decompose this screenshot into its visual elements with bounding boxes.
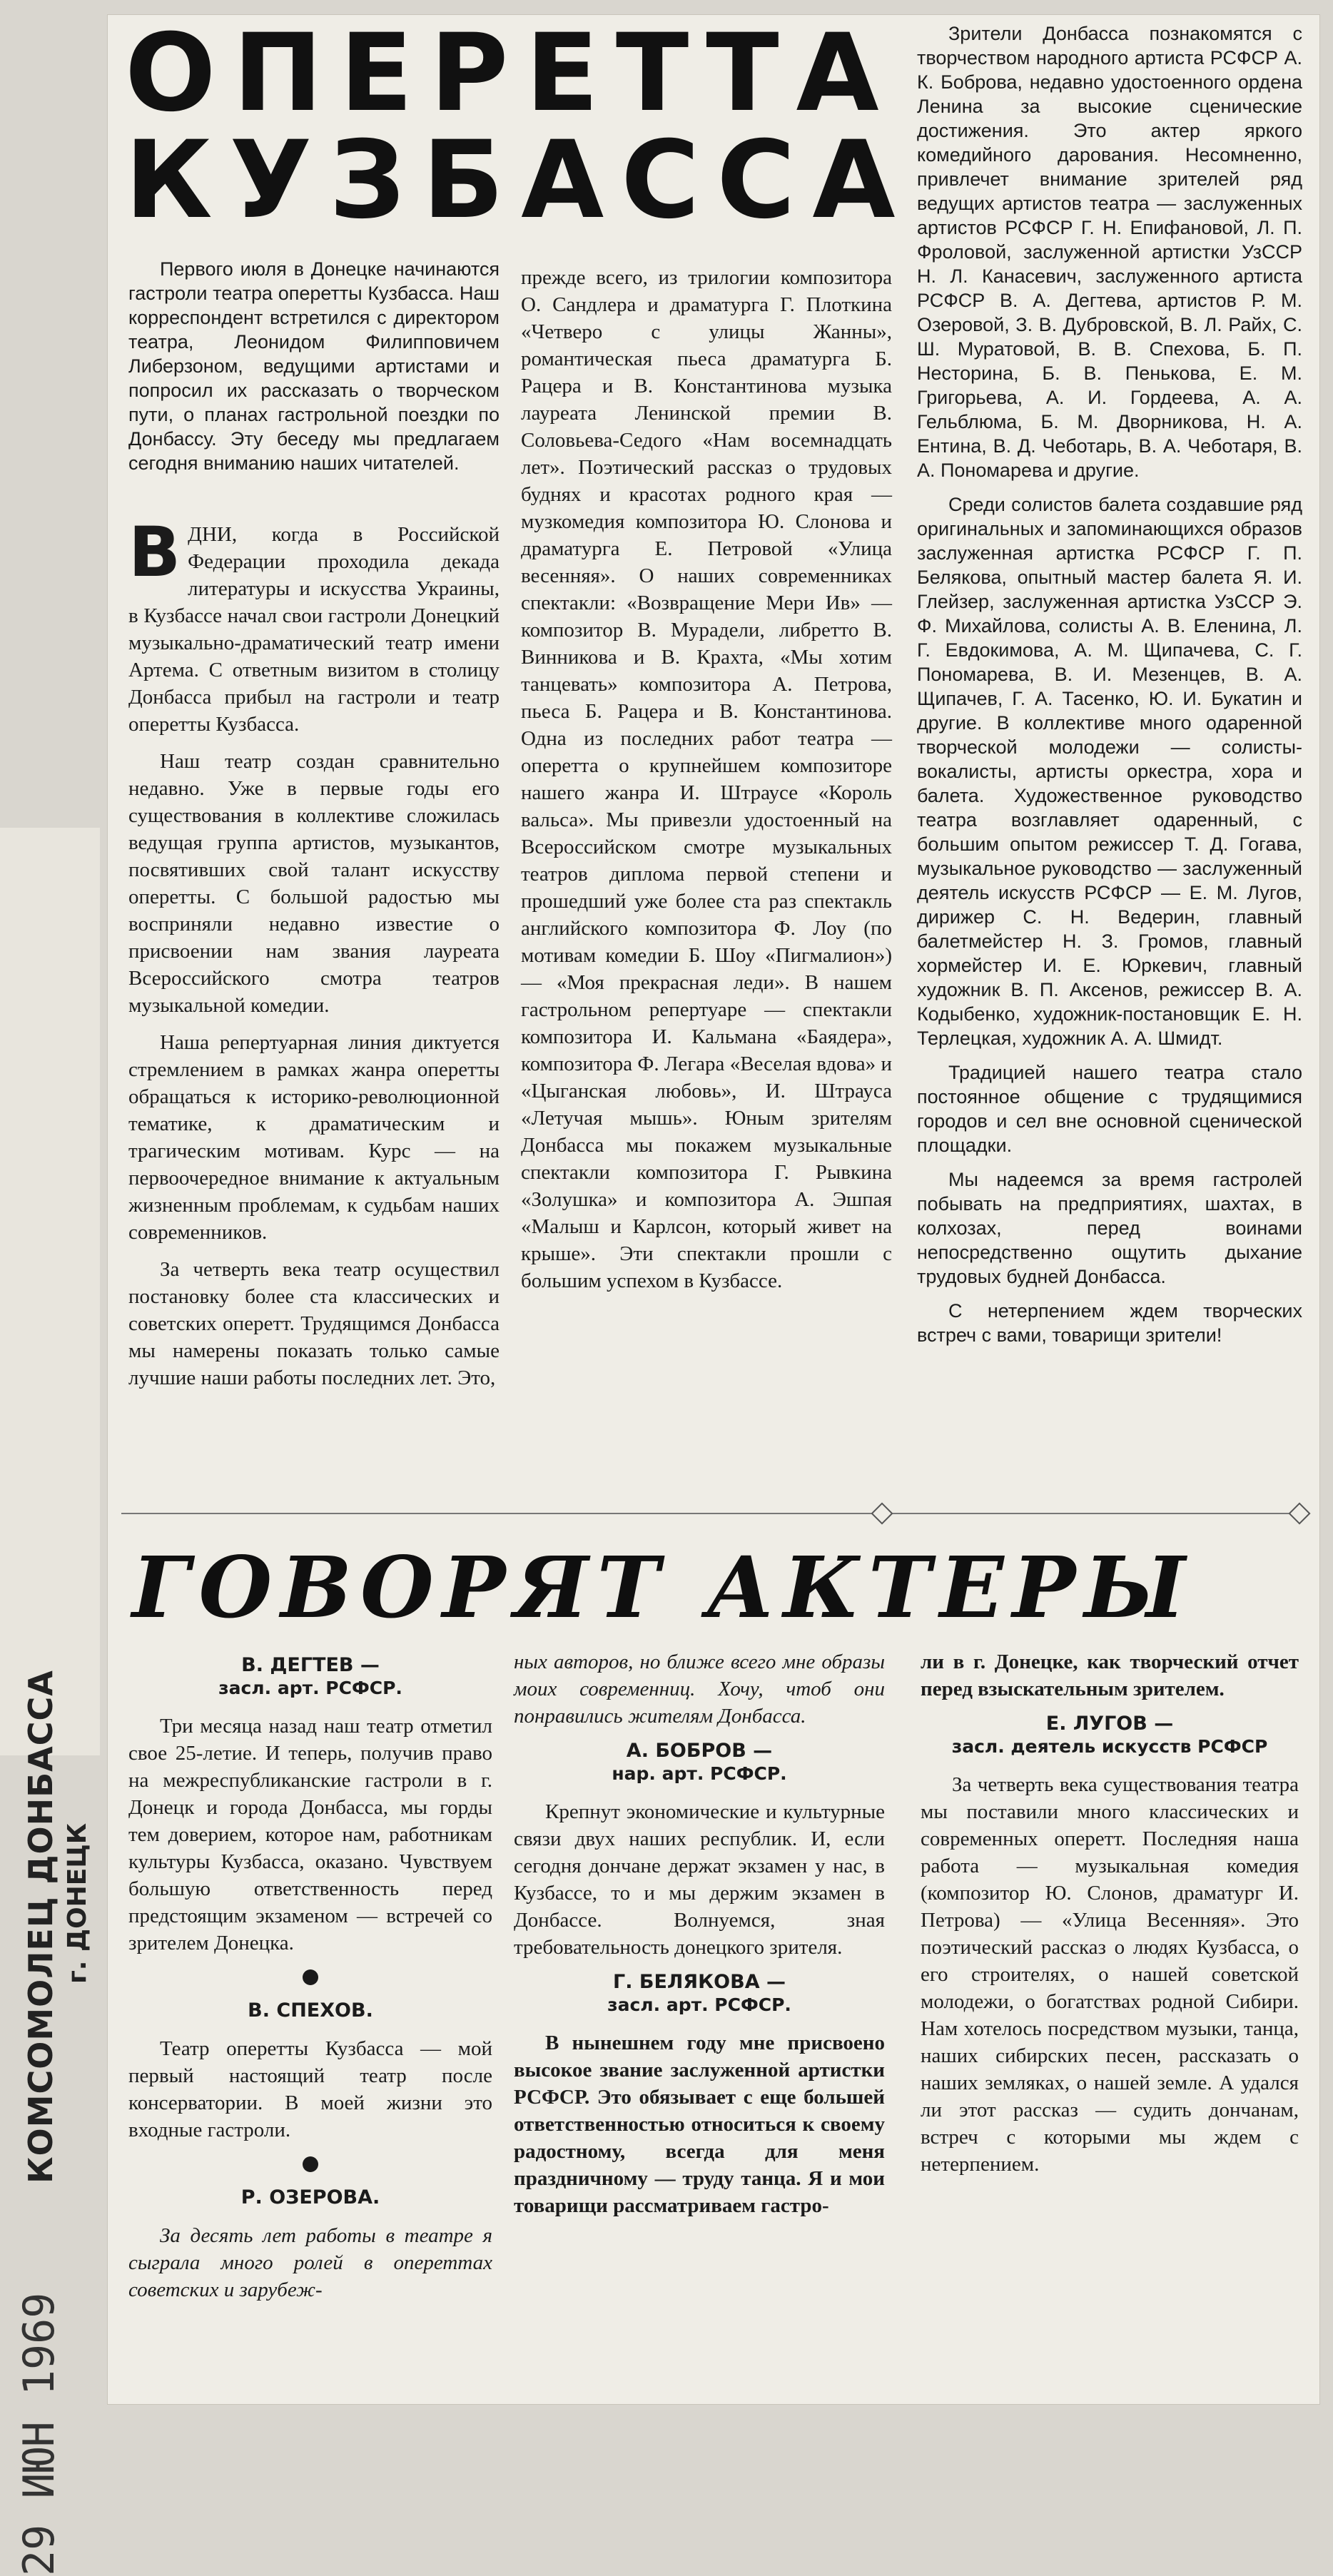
headline-line-1: ОПЕРЕТТА <box>125 11 896 136</box>
actors-column-3 <box>921 1648 1299 2188</box>
article-column-3 <box>917 21 1302 1357</box>
byline-ozerova <box>128 2186 492 2209</box>
paragraph: Зрители Донбасса познакомятся с творчеством народного артиста РСФСР А. К. Боброва, недавно удостоенного ордена Ленина за высокие сценические достижения. Это актер яркого комедийного дарования. Несомненно, привлечет внимание зрителей ряд ведущих артистов театра — заслуженных артистов РСФСР Г. Н. Епифановой, Л. П. Фроловой, заслуженной артистки УзССР Н. Л. Канасевич, заслуженного артиста РСФСР В. А. Дегтева, артистов Р. М. Озеровой, З. В. Дубровской, В. Л. Райх, С. Ш. Муратовой, В. В. Спехова, Б. П. Несторина, Б. В. Пенькова, Е. М. Григорьева, А. И. Гордеева, А. А. Гельблюма, Б. М. Дворникова, Н. А. Ентина, В. Д. Чеботарь, В. А. Чеботаря, В. А. Пономарева и другие. <box>917 23 1302 481</box>
stamp-newspaper-name: КОМСОМОЛЕЦ ДОНБАССА <box>21 1670 60 2184</box>
author-name: В. СПЕХОВ. <box>248 1999 373 2022</box>
paragraph: ных авторов, но ближе всего мне образы моих современниц. Хочу, чтоб они понравились жителям Донбасса. <box>514 1650 885 1728</box>
author-name: Е. ЛУГОВ — <box>1045 1713 1174 1735</box>
drop-cap: В <box>128 512 181 592</box>
article-column-1 <box>128 512 500 1401</box>
paragraph: С нетерпением ждем творческих встреч с вами, товарищи зрители! <box>917 1300 1302 1346</box>
archive-stamp <box>0 828 100 2576</box>
bullet-separator <box>303 2156 318 2172</box>
paragraph: В нынешнем году мне присвоено высокое звание заслуженной артистки РСФСР. Это обязывает с еще большей ответственностью относиться к своему радостному, всегда для меня праздничному — труду танца. Я и мои товарищи рассматриваем гастро- <box>514 2032 885 2217</box>
paragraph: прежде всего, из трилогии композитора О. Сандлера и драматурга Г. Плоткина «Четверо с улицы Жанны», романтическая пьеса драматурга Б. Рацера и В. Константинова музыка лауреата Ленинской премии В. Соловьева-Седого «Нам восемнадцать лет». Поэтический рассказ о трудовых буднях и красотах родного края — музкомедия композитора Ю. Слонова и драматурга Е. Петровой «Улица весенняя». О наших современниках спектакли: «Возвращение Мери Ив» — композитор В. Мурадели, либретто В. Винникова и В. Крахта, «Мы хотим танцевать» композитора А. Петрова, пьеса Б. Рацера и В. Константинова. Одна из последних работ театра — оперетта о крупнейшем композиторе нашего жанра И. Штраусе «Король вальса». Мы привезли удостоенный на Всероссийском смотре музыкальных театров диплома первой степени и прошедший уже более ста раз спектакль английского композитора Ф. Лоу (по мотивам комедии Б. Шоу «Пигмалион») — «Моя прекрасная леди». В нашем гастрольном репертуаре — спектакли композитора И. Кальмана «Баядера», композитора Ф. Легара «Веселая вдова» и «Цыганская любовь», И. Штрауса «Летучая мышь». Юным зрителям Донбасса мы покажем музыкальные спектакли композитора Г. Рывкина «Золушка» и композитора А. Эшпая «Малыш и Карлсон, который живет на крыше». Эти спектакли прошли с большим успехом в Кузбассе. <box>521 266 892 1292</box>
headline <box>125 11 917 243</box>
byline-degtev <box>128 1654 492 1700</box>
paragraph: Мы надеемся за время гастролей побывать на предприятиях, шахтах, в колхозах, перед воинами непосредственно ощутить дыхание трудовых будней Донбасса. <box>917 1169 1302 1287</box>
actors-column-2 <box>514 1648 885 2229</box>
paragraph: Театр оперетты Кузбасса — мой первый настоящий театр после консерватории. В моей жизни это входные гастроли. <box>128 2037 492 2141</box>
author-name: В. ДЕГТЕВ — <box>241 1654 380 1676</box>
section-divider <box>121 1513 1306 1514</box>
author-rank: засл. деятель искусств РСФСР <box>951 1736 1268 1757</box>
paragraph: Среди солистов балета создавшие ряд оригинальных и запоминающихся образов заслуженная артистка РСФСР Г. П. Белякова, опытный мастер балета Я. И. Глейзер, заслуженная артистка УзССР Э. Ф. Михайлова, солисты А. В. Еленина, Л. Г. Евдокимова, А. М. Щипачева, С. Г. Пономарева, В. И. Мезенцев, В. А. Щипачев, Г. А. Тасенко, Ю. И. Букатин и другие. В коллективе много одаренной творческой молодежи — солисты-вокалисты, артисты оркестра, хора и балета. Художественное руководство театра возглавляет одаренный, с большим опытом режиссер Т. Д. Гогава, музыкальное руководство — заслуженный деятель искусств РСФСР — Е. М. Лугов, дирижер С. Н. Ведерин, главный балетмейстер Н. З. Громов, главный хормейстер И. Е. Юркевич, главный художник В. П. Аксенов, режиссер В. А. Кодыбенко, художник-постановщик Е. Н. Терлецкая, художник А. А. Шмидт. <box>917 494 1302 1049</box>
actors-column-1 <box>128 1648 492 2313</box>
paragraph: ДНИ, когда в Российской Федерации проходила декада литературы и искусства Украины, в Кузбассе начал свои гастроли Донецкий музыкально-драматический театр имени Артема. С ответным визитом в столицу Донбасса прибыл на гастроли и театр оперетты Кузбасса. <box>128 523 500 736</box>
article-column-2 <box>521 264 892 1304</box>
author-name: Г. БЕЛЯКОВА — <box>613 1971 786 1993</box>
stamp-city: г. ДОНЕЦК <box>63 1822 92 1984</box>
byline-spekhov <box>128 1999 492 2022</box>
paragraph: ли в г. Донецке, как творческий отчет перед взыскательным зрителем. <box>921 1650 1299 1700</box>
author-rank: засл. арт. РСФСР. <box>218 1678 402 1698</box>
author-name: Р. ОЗЕРОВА. <box>240 2186 380 2209</box>
stamp-date: 29 ИЮН 1969 <box>14 2292 64 2576</box>
paragraph: Наш театр создан сравнительно недавно. Уже в первые годы его существования в коллективе сложилась ведущая группа артистов, музыкантов, посвятивших свой талант искусству оперетты. С большой радостью мы восприняли недавно известие о присвоении нам звания лауреата Всероссийского смотра театров музыкальной комедии. <box>128 750 500 1017</box>
headline-line-2: КУЗБАССА <box>125 118 913 243</box>
bullet-separator <box>303 1969 318 1985</box>
author-name: А. БОБРОВ — <box>626 1740 773 1762</box>
paragraph: За десять лет работы в театре я сыграла много ролей в опереттах советских и зарубеж- <box>128 2224 492 2301</box>
paragraph: За четверть века театр осуществил постановку более ста классических и советских оперетт. Трудящимся Донбасса мы намерены показать только самые лучшие наши работы последних лет. Это, <box>128 1258 500 1389</box>
byline-lugov <box>921 1713 1299 1758</box>
paragraph: Крепнут экономические и культурные связи двух наших республик. И, если сегодня дончане держат экзамен у нас, в Кузбассе, то и мы держим экзамен в Донбассе. Волнуемся, зная требовательность донецкого зрителя. <box>514 1800 885 1959</box>
lead-text: Первого июля в Донецке начинаются гастроли театра оперетты Кузбасса. Наш корреспондент встретился с директором театра, Леонидом Филипповичем Либерзоном, ведущими артистами и попросил их рассказать о творческом пути, о планах гастрольной поездки по Донбассу. Эту беседу мы предлагаем сегодня вниманию наших читателей. <box>128 258 500 474</box>
paragraph: Три месяца назад наш театр отметил свое 25-летие. И теперь, получив право на межреспубликанские гастроли в г. Донецк и города Донбасса, мы горды тем доверием, которое нам, работникам культуры Кузбасса, оказано. Чувствуем большую ответственность перед предстоящим экзаменом — встречей со зрителем Донецка. <box>128 1715 492 1954</box>
author-rank: нар. арт. РСФСР. <box>612 1763 787 1784</box>
paragraph: За четверть века существования театра мы поставили много классических и современных оперетт. Последняя наша работа — музыкальная комедия (композитор Ю. Слонов, драматург И. Петрова) — «Улица Весенняя». Это поэтический рассказ о людях Кузбасса, о его строителях, о нашей советской молодежи, о богатствах родной Сибири. Нам хотелось посредством музыки, танца, наших сибирских песен, рассказать о наших земляках, о нашей земле. А удался ли этот рассказ — судить дончанам, встреч с которыми мы ждем с нетерпением. <box>921 1773 1299 2176</box>
lead-paragraph <box>128 257 500 485</box>
paragraph: Традицией нашего театра стало постоянное общение с трудящимися городов и сел вне основной сценической площадки. <box>917 1062 1302 1156</box>
byline-bobrov <box>514 1740 885 1785</box>
paragraph: Наша репертуарная линия диктуется стремлением в рамках жанра оперетты обращаться к историко-революционной тематике, к драматическим и трагическим мотивам. Курс — на первоочередное внимание к актуальным жизненным проблемам, к судьбам наших современников. <box>128 1031 500 1244</box>
author-rank: засл. арт. РСФСР. <box>607 1994 791 2015</box>
byline-belyakova <box>514 1971 885 2017</box>
section-headline: ГОВОРЯТ АКТЕРЫ <box>132 1538 1195 1637</box>
